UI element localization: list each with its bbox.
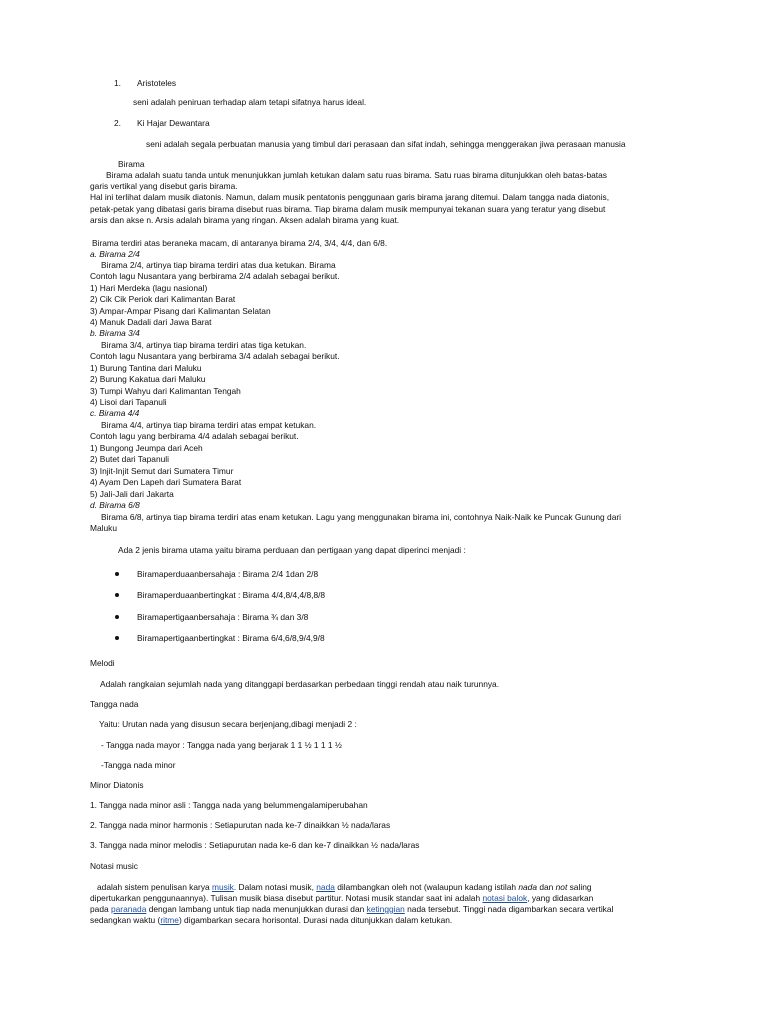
bullet-item: Biramaperduaanbertingkat : Birama 4/4,8/4,4/8,8/8 bbox=[137, 590, 326, 600]
birama-paragraph-line: Birama adalah suatu tanda untuk menunjukkan jumlah ketukan dalam satu ruas birama. Satu ruas birama ditunjukkan oleh batas-batas bbox=[106, 170, 607, 180]
melodi-text: Adalah rangkaian sejumlah nada yang ditanggapi berdasarkan perbedaan tinggi rendah atau naik turunnya. bbox=[100, 679, 500, 689]
notasi-text: pada bbox=[90, 904, 111, 914]
minor-diatonis-heading: Minor Diatonis bbox=[90, 780, 144, 790]
tangga-mayor: - Tangga nada mayor : Tangga nada yang berjarak 1 1 ½ 1 1 1 ½ bbox=[101, 740, 342, 750]
link-musik[interactable]: musik bbox=[212, 882, 234, 892]
birama-intro: Birama terdiri atas beraneka macam, di antaranya birama 2/4, 3/4, 4/4, dan 6/8. bbox=[92, 238, 388, 248]
song-item: 2) Burung Kakatua dari Maluku bbox=[90, 374, 206, 384]
notasi-text: sedangkan waktu ( bbox=[90, 915, 161, 925]
notasi-text: . Dalam notasi musik, bbox=[233, 882, 317, 892]
birama-paragraph-line: arsis dan akse n. Arsis adalah birama yang ringan. Aksen adalah birama yang kuat. bbox=[90, 215, 400, 225]
song-item: 2) Cik Cik Periok dari Kalimantan Barat bbox=[90, 294, 236, 304]
bullet-item: Biramaperduaanbersahaja : Birama 2/4 1dan 2/8 bbox=[137, 569, 319, 579]
birama-a-title: a. Birama 2/4 bbox=[90, 249, 140, 259]
song-item: 3) Tumpi Wahyu dari Kalimantan Tengah bbox=[90, 386, 241, 396]
song-item: 4) Manuk Dadali dari Jawa Barat bbox=[90, 317, 212, 327]
definition-number: 1. bbox=[114, 78, 121, 88]
birama-a-desc: Birama 2/4, artinya tiap birama terdiri atas dua ketukan. Birama bbox=[101, 260, 336, 270]
notasi-line bbox=[90, 893, 593, 904]
notasi-text: ) digambarkan secara horisontal. Durasi nada ditunjukkan dalam ketukan. bbox=[178, 915, 453, 925]
notasi-text: dipertukarkan penggunaannya). Tulisan musik biasa disebut partitur. Notasi musik standar saat ini adalah bbox=[90, 893, 483, 903]
tangga-heading: Tangga nada bbox=[90, 699, 139, 709]
definition-text: seni adalah segala perbuatan manusia yang timbul dari perasaan dan sifat indah, sehingga menggerakan jiwa perasaan manusia bbox=[146, 139, 626, 149]
link-notasi-balok[interactable]: notasi balok bbox=[482, 893, 528, 903]
tangga-intro: Yaitu: Urutan nada yang disusun secara berjenjang,dibagi menjadi 2 : bbox=[99, 719, 357, 729]
link-ritme[interactable]: ritme bbox=[160, 915, 179, 925]
link-paranada[interactable]: paranada bbox=[110, 904, 147, 914]
song-item: 1) Burung Tantina dari Maluku bbox=[90, 363, 202, 373]
birama-d-desc: Maluku bbox=[90, 523, 117, 533]
birama-b-title: b. Birama 3/4 bbox=[90, 328, 140, 338]
link-ketinggian[interactable]: ketinggian bbox=[366, 904, 405, 914]
song-item: 2) Butet dari Tapanuli bbox=[90, 454, 169, 464]
notasi-text: dilambangkan oleh not (walaupun kadang istilah bbox=[334, 882, 519, 892]
birama-paragraph-line: petak-petak yang dibatasi garis birama disebut ruas birama. Tiap birama dalam musik mempunyai tekanan suara yang teratur yang disebut bbox=[90, 204, 606, 214]
birama-d-title: d. Birama 6/8 bbox=[90, 500, 140, 510]
birama-d-desc: Birama 6/8, artinya tiap birama terdiri atas enam ketukan. Lagu yang menggunakan birama ini, contohnya Naik-Naik ke Puncak Gunung dari bbox=[101, 512, 622, 522]
notasi-line bbox=[90, 904, 613, 915]
birama-jenis: Ada 2 jenis birama utama yaitu birama perduaan dan pertigaan yang dapat diperinci menjadi : bbox=[118, 545, 466, 555]
birama-a-intro: Contoh lagu Nusantara yang berbirama 2/4 adalah sebagai berikut. bbox=[90, 271, 340, 281]
bullet-item: Biramapertigaanbersahaja : Birama ¾ dan 3/8 bbox=[137, 612, 309, 622]
link-nada[interactable]: nada bbox=[316, 882, 335, 892]
notasi-text: dan bbox=[537, 882, 556, 892]
song-item: 4) Ayam Den Lapeh dari Sumatera Barat bbox=[90, 477, 242, 487]
bullet-icon bbox=[115, 593, 119, 597]
birama-heading: Birama bbox=[118, 159, 145, 169]
birama-paragraph-line: garis vertikal yang disebut garis birama. bbox=[90, 181, 238, 191]
melodi-heading: Melodi bbox=[90, 658, 115, 668]
bullet-icon bbox=[115, 636, 119, 640]
minor-diatonis-item: 2. Tangga nada minor harmonis : Setiapurutan nada ke-7 dinaikkan ½ nada/laras bbox=[90, 820, 391, 830]
notasi-italic: nada bbox=[518, 882, 537, 892]
definition-name: Aristoteles bbox=[137, 78, 177, 88]
birama-c-title: c. Birama 4/4 bbox=[90, 408, 140, 418]
birama-c-intro: Contoh lagu yang berbirama 4/4 adalah sebagai berikut. bbox=[90, 431, 299, 441]
birama-c-desc: Birama 4/4, artinya tiap birama terdiri atas empat ketukan. bbox=[101, 420, 317, 430]
birama-b-desc: Birama 3/4, artinya tiap birama terdiri atas tiga ketukan. bbox=[101, 340, 307, 350]
bullet-item: Biramapertigaanbertingkat : Birama 6/4,6/8,9/4,9/8 bbox=[137, 633, 325, 643]
song-item: 5) Jali-Jali dari Jakarta bbox=[90, 489, 174, 499]
song-item: 1) Hari Merdeka (lagu nasional) bbox=[90, 283, 208, 293]
bullet-icon bbox=[115, 615, 119, 619]
notasi-text: saling bbox=[567, 882, 592, 892]
definition-name: Ki Hajar Dewantara bbox=[137, 118, 210, 128]
birama-paragraph-line: Hal ini terlihat dalam musik diatonis. Namun, dalam musik pentatonis penggunaan garis birama jarang ditemui. Dalam tangga nada diatonis, bbox=[90, 192, 610, 202]
definition-text: seni adalah peniruan terhadap alam tetapi sifatnya harus ideal. bbox=[133, 97, 367, 107]
tangga-minor: -Tangga nada minor bbox=[101, 760, 176, 770]
notasi-line bbox=[97, 882, 592, 893]
song-item: 3) Ampar-Ampar Pisang dari Kalimantan Selatan bbox=[90, 306, 271, 316]
notasi-heading: Notasi music bbox=[90, 861, 138, 871]
song-item: 3) Injit-Injit Semut dari Sumatera Timur bbox=[90, 466, 234, 476]
song-item: 1) Bungong Jeumpa dari Aceh bbox=[90, 443, 203, 453]
minor-diatonis-item: 1. Tangga nada minor asli : Tangga nada yang belummengalamiperubahan bbox=[90, 800, 368, 810]
minor-diatonis-item: 3. Tangga nada minor melodis : Setiapurutan nada ke-6 dan ke-7 dinaikkan ½ nada/laras bbox=[90, 840, 420, 850]
notasi-text: dengan lambang untuk tiap nada menunjukkan durasi dan bbox=[146, 904, 367, 914]
birama-b-intro: Contoh lagu Nusantara yang berbirama 3/4 adalah sebagai berikut. bbox=[90, 351, 340, 361]
notasi-text: , yang didasarkan bbox=[527, 893, 594, 903]
definition-number: 2. bbox=[114, 118, 121, 128]
song-item: 4) Lisoi dari Tapanuli bbox=[90, 397, 167, 407]
notasi-text: adalah sistem penulisan karya bbox=[97, 882, 212, 892]
notasi-line bbox=[90, 915, 452, 926]
notasi-text: nada tersebut. Tinggi nada digambarkan secara vertikal bbox=[404, 904, 614, 914]
bullet-icon bbox=[115, 572, 119, 576]
notasi-italic: not bbox=[555, 882, 568, 892]
